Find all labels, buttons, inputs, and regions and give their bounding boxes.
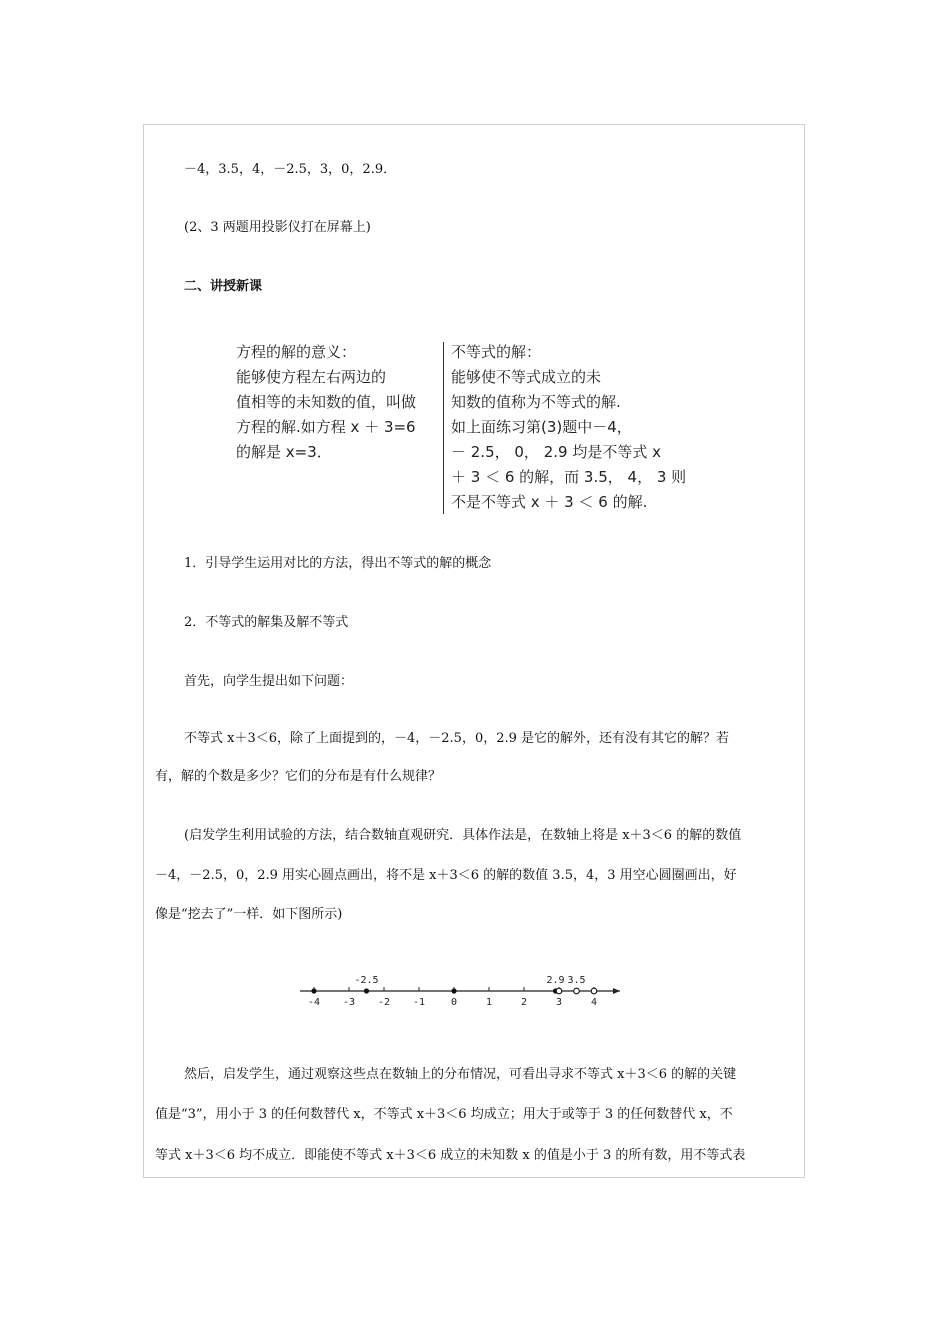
answer-values-line: －4，3.5，4，－2.5，3，0，2.9． — [184, 162, 397, 177]
question-line-1: 不等式 x＋3＜6，除了上面提到的，－4，－2.5，0，2.9 是它的解外，还有没有其它的解？若 — [184, 731, 730, 746]
compare-right-row: － 2.5， 0， 2.9 均是不等式 x — [451, 443, 661, 461]
compare-right-row: 如上面练习第(3)题中－4， — [451, 418, 632, 436]
method-line-2: －4，－2.5，0，2.9 用实心圆点画出，将不是 x＋3＜6 的解的数值 3.5，4，3 用空心圆圈画出，好 — [155, 868, 737, 883]
inequality-solution-column — [451, 340, 711, 515]
analysis-line-3: 等式 x＋3＜6 均不成立．即能使不等式 x＋3＜6 成立的未知数 x 的值是小于 3 的所有数，用不等式表 — [155, 1148, 746, 1163]
compare-right-row: 能够使不等式成立的未 — [451, 368, 602, 386]
tick-label: 1 — [485, 997, 493, 1008]
method-line-3: 像是“挖去了”一样．如下图所示) — [155, 907, 343, 922]
step-2: 2．不等式的解集及解不等式 — [184, 615, 349, 630]
column-divider — [443, 342, 444, 514]
compare-left-row: 方程的解.如方程 x ＋ 3=6 — [236, 418, 416, 436]
compare-left-row: 方程的解的意义： — [236, 343, 357, 361]
axis-arrow-icon — [613, 988, 620, 994]
solid-point — [311, 988, 316, 993]
tick-label: 4 — [590, 997, 598, 1008]
projection-note: (2、3 两题用投影仪打在屏幕上) — [184, 220, 371, 235]
compare-right-row: ＋ 3 ＜ 6 的解，而 3.5， 4， 3 则 — [451, 468, 687, 486]
point-label: -2.5 — [354, 975, 379, 986]
tick-label: 2 — [520, 997, 528, 1008]
method-line-1: (启发学生利用试验的方法，结合数轴直观研究．具体作法是，在数轴上将是 x＋3＜6 的解的数值 — [184, 828, 742, 843]
number-line-figure — [296, 968, 628, 1012]
equation-solution-column — [236, 340, 442, 465]
tick-label: -3 — [342, 997, 356, 1008]
compare-right-row: 不等式的解： — [451, 343, 542, 361]
step-1: 1．引导学生运用对比的方法，得出不等式的解的概念 — [184, 556, 492, 571]
compare-right-row: 知数的值称为不等式的解. — [451, 393, 621, 411]
tick-label: -4 — [307, 997, 321, 1008]
compare-left-row: 能够使方程左右两边的 — [236, 368, 387, 386]
analysis-line-2: 值是“3”，用小于 3 的任何数替代 x，不等式 x＋3＜6 均成立；用大于或等于 3 的任何数替代 x，不 — [155, 1107, 733, 1122]
question-intro: 首先，向学生提出如下问题： — [184, 674, 354, 689]
number-line-svg — [296, 968, 628, 1012]
analysis-line-1: 然后，启发学生，通过观察这些点在数轴上的分布情况，可看出寻求不等式 x＋3＜6 的解的关键 — [184, 1067, 737, 1082]
compare-left-row: 值相等的未知数的值，叫做 — [236, 393, 417, 411]
solid-point — [451, 988, 456, 993]
point-label: 2.9 — [546, 975, 565, 986]
hollow-point — [591, 988, 597, 994]
solid-point — [364, 988, 369, 993]
hollow-point — [574, 988, 580, 994]
tick-label: 3 — [555, 997, 563, 1008]
compare-left-row: 的解是 x=3． — [236, 443, 332, 461]
hollow-point — [556, 988, 562, 994]
question-line-2: 有，解的个数是多少？它们的分布是有什么规律？ — [155, 769, 442, 784]
section-heading: 二、讲授新课 — [184, 279, 263, 294]
tick-label: 0 — [450, 997, 458, 1008]
tick-label: -1 — [412, 997, 426, 1008]
tick-label: -2 — [377, 997, 391, 1008]
comparison-figure — [236, 340, 714, 518]
compare-right-row: 不是不等式 x ＋ 3 ＜ 6 的解. — [451, 493, 648, 511]
point-label: 3.5 — [567, 975, 586, 986]
